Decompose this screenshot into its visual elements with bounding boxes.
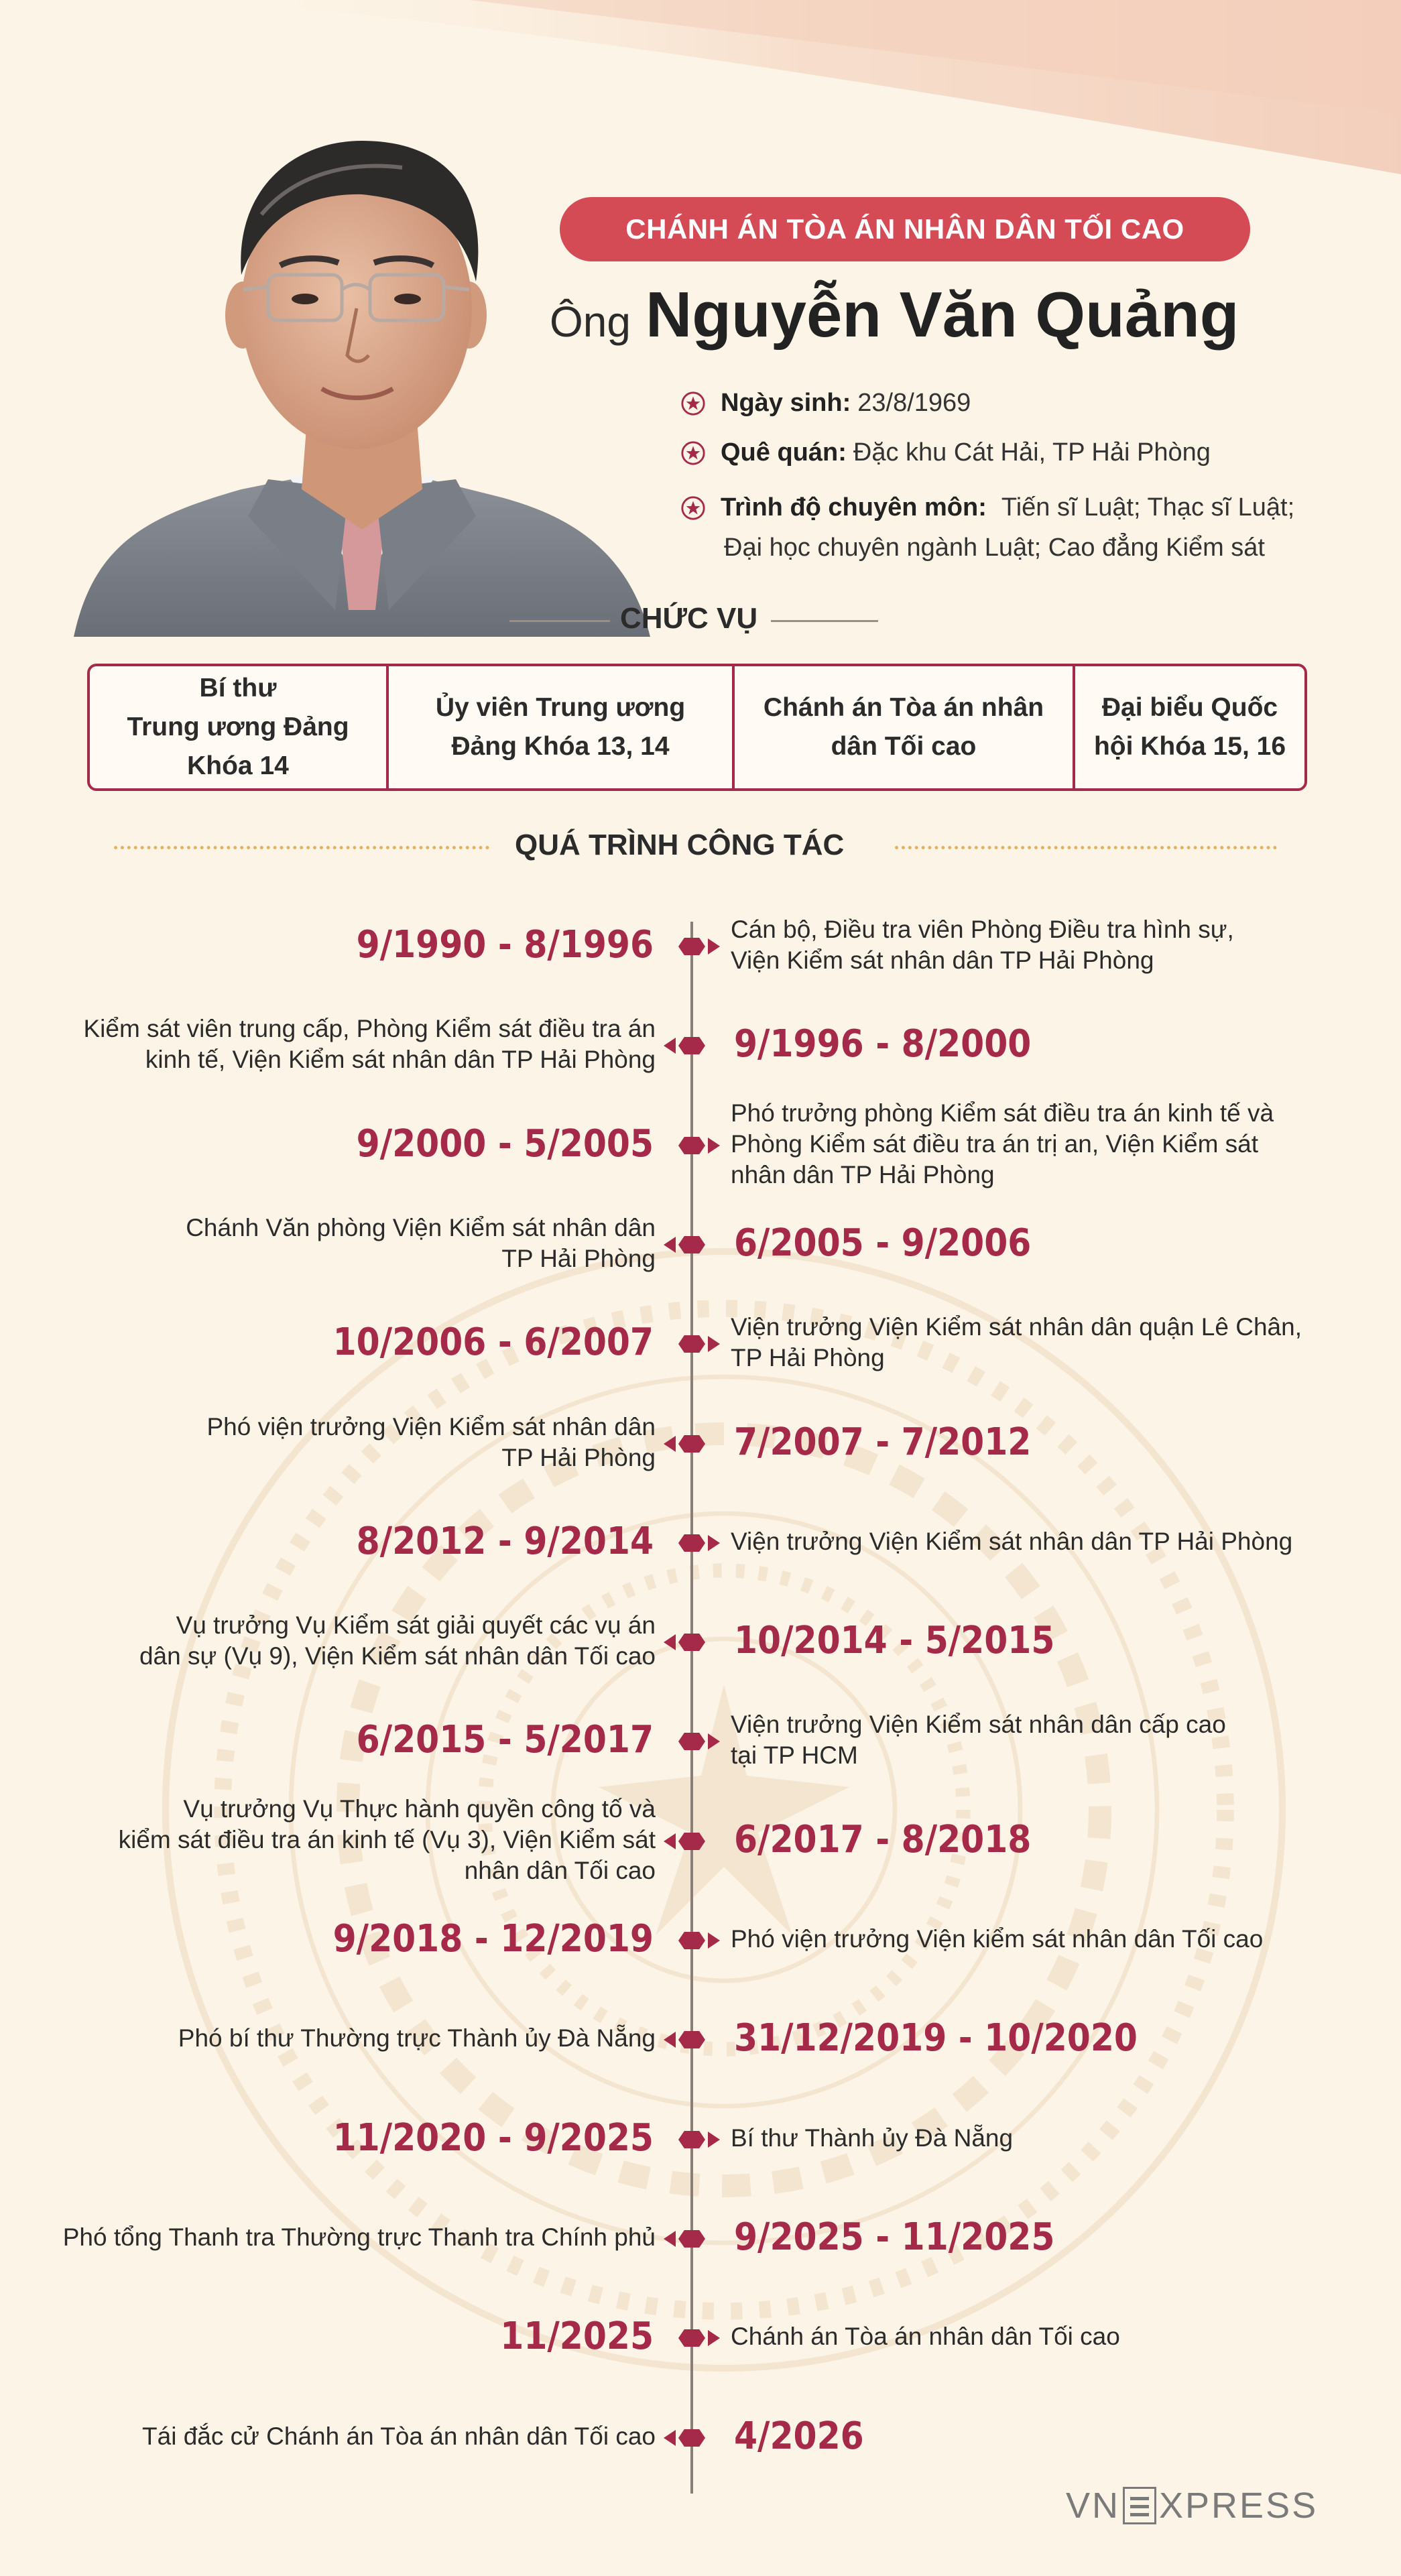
birth-row: [680, 389, 971, 418]
position-cell: [1075, 666, 1304, 788]
career-rule-left: [114, 846, 489, 849]
star-bullet-icon: [680, 391, 706, 416]
timeline-axis: [690, 922, 693, 2494]
timeline-description: [731, 1312, 1302, 1373]
person-name: [550, 278, 1239, 359]
position-text: Trung ương Đảng: [127, 713, 349, 741]
timeline-description-line: Vụ trưởng Vụ Kiểm sát giải quyết các vụ án: [176, 1611, 656, 1639]
timeline-description: [206, 1412, 656, 1473]
name-text: Nguyễn Văn Quảng: [645, 279, 1239, 351]
positions-title: CHỨC VỤ: [620, 602, 758, 635]
star-bullet-icon: [680, 440, 706, 466]
timeline-marker: [678, 1137, 705, 1154]
timeline-description: [142, 2421, 656, 2452]
timeline-description-line: Viện trưởng Viện Kiểm sát nhân dân quận Lê Chân,: [731, 1313, 1302, 1341]
education-line-1: Tiến sĩ Luật; Thạc sĩ Luật;: [1001, 493, 1295, 522]
timeline-description-line: Phó viện trưởng Viện kiểm sát nhân dân Tối cao: [731, 1925, 1264, 1953]
timeline-description-line: Phó tổng Thanh tra Thường trực Thanh tra Chính phủ: [62, 2223, 656, 2251]
timeline-pointer: [664, 2430, 676, 2446]
position-text: dân Tối cao: [831, 732, 977, 761]
position-text: Ủy viên Trung ương: [435, 693, 686, 722]
timeline-description-line: kinh tế, Viện Kiểm sát nhân dân TP Hải Phòng: [145, 1046, 656, 1073]
logo-text-left: VN: [1066, 2486, 1121, 2526]
position-text: Đại biểu Quốc: [1101, 693, 1278, 722]
timeline-description-line: Phó trưởng phòng Kiểm sát điều tra án kinh tế và: [731, 1099, 1274, 1127]
timeline-date: 6/2005 - 9/2006: [734, 1221, 1032, 1265]
timeline-date: 31/12/2019 - 10/2020: [734, 2016, 1138, 2060]
timeline-pointer: [708, 938, 720, 955]
timeline-description-line: Kiểm sát viên trung cấp, Phòng Kiểm sát điều tra án: [83, 1015, 656, 1042]
timeline-pointer: [708, 1933, 720, 1949]
timeline-description: [731, 1098, 1274, 1190]
career-rule-right: [895, 846, 1277, 849]
timeline-description: [731, 914, 1234, 976]
timeline-pointer: [708, 1535, 720, 1551]
timeline-pointer: [664, 2231, 676, 2247]
timeline-description-line: Vụ trưởng Vụ Thực hành quyền công tố và: [183, 1795, 656, 1823]
education-label: Trình độ chuyên môn:: [721, 493, 987, 522]
timeline-marker: [678, 938, 705, 955]
position-text: Bí thư: [199, 674, 277, 702]
timeline-date: 9/2018 - 12/2019: [332, 1917, 654, 1961]
name-prefix: Ông: [550, 298, 631, 346]
timeline-date: 10/2006 - 6/2007: [332, 1321, 654, 1364]
timeline-description-line: Viện trưởng Viện Kiểm sát nhân dân TP Hải Phòng: [731, 1528, 1293, 1555]
timeline-date: 11/2025: [500, 2315, 654, 2358]
positions-rule-right: [771, 620, 878, 622]
timeline-description-line: Phó viện trưởng Viện Kiểm sát nhân dân: [206, 1413, 656, 1440]
timeline-description: [731, 1709, 1226, 1771]
timeline-date: 10/2014 - 5/2015: [734, 1619, 1055, 1662]
star-bullet-icon: [680, 495, 706, 521]
timeline-description: [731, 2321, 1120, 2352]
position-text: hội Khóa 15, 16: [1093, 732, 1286, 761]
timeline-marker: [678, 1037, 705, 1054]
education-row: [680, 493, 1294, 522]
timeline-description-line: dân sự (Vụ 9), Viện Kiểm sát nhân dân Tối cao: [139, 1642, 656, 1670]
timeline-date: 9/2025 - 11/2025: [734, 2215, 1055, 2259]
timeline-date: 4/2026: [734, 2414, 864, 2458]
timeline-description: [731, 1526, 1292, 1557]
timeline-pointer: [708, 1138, 720, 1154]
timeline-description-line: nhân dân TP Hải Phòng: [731, 1161, 995, 1188]
position-text: Đảng Khóa 13, 14: [451, 732, 670, 761]
timeline-date: 9/1996 - 8/2000: [734, 1022, 1032, 1066]
position-cell: [90, 666, 389, 788]
birth-value: 23/8/1969: [857, 389, 971, 417]
timeline-pointer: [664, 2032, 676, 2048]
timeline-description-line: TP Hải Phòng: [501, 1444, 656, 1471]
timeline-pointer: [664, 1436, 676, 1452]
timeline-pointer: [708, 2330, 720, 2346]
hometown-row: [680, 438, 1211, 467]
timeline-pointer: [664, 1833, 676, 1849]
timeline-description: [731, 2123, 1013, 2154]
vnexpress-logo: [1066, 2486, 1318, 2526]
hometown-value: Đặc khu Cát Hải, TP Hải Phòng: [853, 438, 1211, 467]
timeline-pointer: [664, 1237, 676, 1253]
positions-table: [87, 664, 1307, 791]
timeline-pointer: [708, 2132, 720, 2148]
portrait-photo: [67, 114, 657, 637]
career-title: QUÁ TRÌNH CÔNG TÁC: [515, 829, 845, 861]
logo-text-right: XPRESS: [1159, 2486, 1319, 2526]
timeline-pointer: [708, 1733, 720, 1750]
timeline-description-line: Chánh án Tòa án nhân dân Tối cao: [731, 2323, 1120, 2350]
timeline-date: 8/2012 - 9/2014: [356, 1520, 654, 1563]
timeline-description: [139, 1610, 656, 1672]
timeline-description-line: nhân dân Tối cao: [464, 1857, 656, 1884]
timeline-description-line: Viện Kiểm sát nhân dân TP Hải Phòng: [731, 946, 1154, 974]
timeline-pointer: [664, 1038, 676, 1054]
timeline-marker: [678, 2429, 705, 2447]
timeline-date: 6/2015 - 5/2017: [356, 1718, 654, 1762]
timeline-description: [63, 2222, 656, 2253]
timeline-description-line: tại TP HCM: [731, 1741, 858, 1769]
timeline-description-line: Bí thư Thành ủy Đà Nẵng: [731, 2124, 1014, 2152]
timeline-date: 9/2000 - 5/2005: [356, 1122, 654, 1166]
timeline-description-line: Phó bí thư Thường trực Thành ủy Đà Nẵng: [178, 2024, 656, 2052]
timeline-date: 7/2007 - 7/2012: [734, 1420, 1032, 1464]
timeline-description: [186, 1213, 656, 1274]
position-cell: [735, 666, 1075, 788]
timeline-description-line: TP Hải Phòng: [501, 1245, 656, 1272]
timeline-description-line: kiểm sát điều tra án kinh tế (Vụ 3), Viện Kiểm sát: [118, 1826, 656, 1853]
timeline-date: 6/2017 - 8/2018: [734, 1818, 1032, 1861]
timeline-description-line: Phòng Kiểm sát điều tra án trị an, Viện Kiểm sát: [731, 1130, 1259, 1158]
timeline-date: 11/2020 - 9/2025: [332, 2116, 654, 2160]
logo-e-mark: [1123, 2487, 1156, 2524]
position-text: Chánh án Tòa án nhân: [763, 693, 1044, 722]
position-text: Khóa 14: [187, 751, 289, 780]
timeline-description: [178, 2023, 656, 2054]
timeline-description: [731, 1924, 1263, 1955]
timeline-description-line: Cán bộ, Điều tra viên Phòng Điều tra hình sự,: [731, 916, 1234, 943]
timeline-description-line: TP Hải Phòng: [731, 1344, 885, 1371]
timeline-description: [119, 1794, 656, 1886]
hometown-label: Quê quán:: [721, 438, 847, 467]
timeline-description: [83, 1014, 656, 1075]
timeline-description-line: Tái đắc cử Chánh án Tòa án nhân dân Tối cao: [142, 2422, 656, 2450]
education-line-2: Đại học chuyên ngành Luật; Cao đẳng Kiểm sát: [724, 534, 1265, 562]
timeline-description-line: Viện trưởng Viện Kiểm sát nhân dân cấp cao: [731, 1711, 1226, 1738]
timeline-date: 9/1990 - 8/1996: [356, 923, 654, 967]
timeline-pointer: [664, 1634, 676, 1650]
role-badge: CHÁNH ÁN TÒA ÁN NHÂN DÂN TỐI CAO: [560, 197, 1250, 261]
timeline-pointer: [708, 1336, 720, 1352]
positions-rule-left: [509, 620, 610, 622]
birth-label: Ngày sinh:: [721, 389, 851, 417]
position-cell: [389, 666, 735, 788]
timeline-description-line: Chánh Văn phòng Viện Kiểm sát nhân dân: [186, 1214, 656, 1241]
